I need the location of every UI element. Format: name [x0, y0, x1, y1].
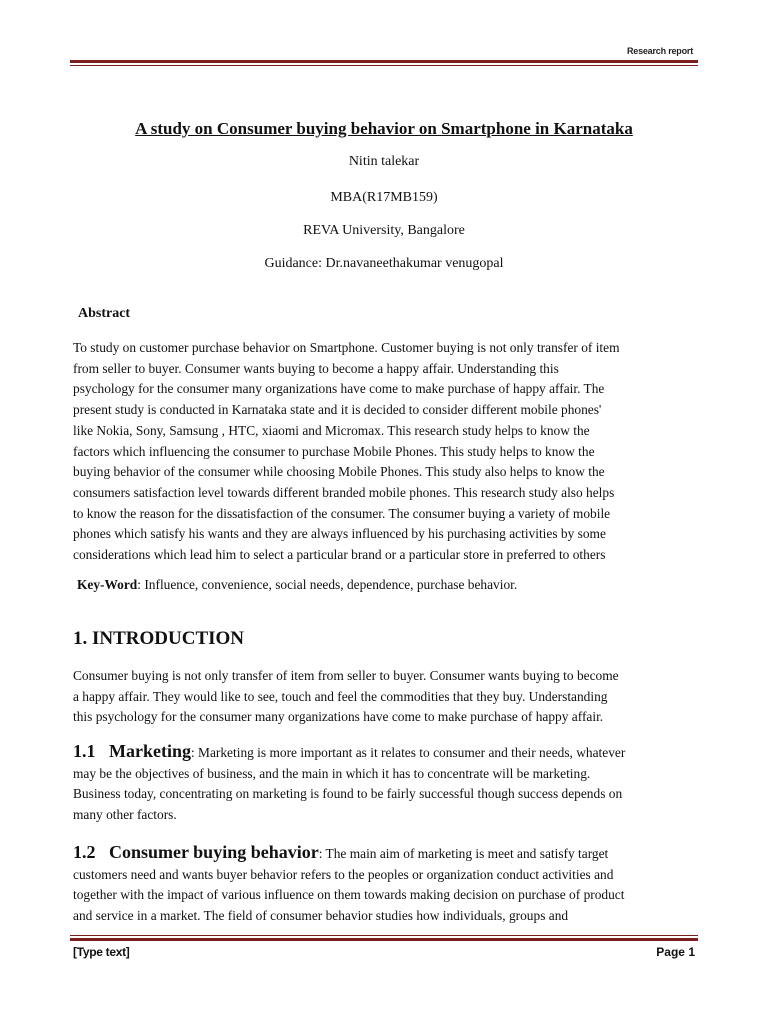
abstract-line: like Nokia, Sony, Samsung , HTC, xiaomi and Micromax. This research study helps to know the: [73, 422, 590, 438]
footer-placeholder: [Type text]: [73, 945, 130, 959]
marketing-heading: Marketing: [109, 741, 191, 761]
behavior-first-line: : The main aim of marketing is meet and satisfy target: [318, 846, 609, 861]
abstract-line: to know the reason for the dissatisfaction of the consumer. The consumer buying a variety of mobile: [73, 505, 611, 521]
university: REVA University, Bangalore: [303, 223, 465, 238]
page-number: Page 1: [656, 945, 695, 959]
abstract-line: buying behavior of the consumer while choosing Mobile Phones. This study also helps to know the: [73, 464, 605, 480]
intro-line: a happy affair. They would like to see, touch and feel the commodities that they buy. Understanding: [73, 688, 608, 704]
footer-rule: [70, 935, 698, 941]
abstract-line: from seller to buyer. Consumer wants buying to become a happy affair. Understanding this: [73, 360, 559, 376]
abstract-line: present study is conducted in Karnataka state and it is decided to consider different mobile phones': [73, 402, 602, 418]
abstract-heading: Abstract: [78, 306, 131, 321]
abstract-line: consumers satisfaction level towards different branded mobile phones. This research study also helps: [73, 484, 615, 500]
keywords: [77, 577, 517, 593]
guidance: Guidance: Dr.navaneethakumar venugopal: [264, 256, 504, 271]
header-rule: [70, 60, 698, 66]
introduction-heading: 1. INTRODUCTION: [73, 628, 245, 649]
behavior-line: and service in a market. The field of consumer behavior studies how individuals, groups and: [73, 908, 569, 924]
abstract-line: psychology for the consumer many organizations have come to make purchase of happy affair. The: [73, 381, 605, 397]
abstract-line: phones which satisfy his wants and they are always influenced by his purchasing activities by some: [73, 526, 606, 542]
abstract-line: To study on customer purchase behavior on Smartphone. Customer buying is not only transfer of item: [73, 340, 620, 355]
author-name: Nitin talekar: [348, 154, 420, 169]
marketing-line: many other factors.: [73, 807, 177, 823]
consumer-behavior-section: [73, 842, 697, 927]
behavior-heading: Consumer buying behavior: [109, 842, 319, 862]
keywords-text: : Influence, convenience, social needs, dependence, purchase behavior.: [137, 577, 518, 592]
intro-line: Consumer buying is not only transfer of item from seller to buyer. Consumer wants buying to become: [73, 668, 619, 683]
intro-line: this psychology for the consumer many organizations have come to make purchase of happy affair.: [73, 709, 604, 725]
abstract-line: factors which influencing the consumer to purchase Mobile Phones. This study helps to know the: [73, 443, 595, 459]
header-label: Research report: [626, 46, 693, 56]
keywords-label: Key-Word: [77, 577, 138, 592]
abstract-body: [73, 338, 697, 566]
introduction-body: [73, 666, 697, 728]
paper-title: A study on Consumer buying behavior on Smartphone in Karnataka: [135, 119, 633, 138]
behavior-line: together with the impact of various influence on them towards making decision on purchase of product: [73, 887, 625, 903]
behavior-line: customers need and wants buyer behavior refers to the peoples or organization conduct activities and: [73, 866, 614, 882]
abstract-line: considerations which lead him to select a particular brand or a particular store in preferred to others: [73, 547, 606, 563]
student-id: MBA(R17MB159): [330, 190, 438, 205]
behavior-number: 1.2: [73, 842, 96, 862]
marketing-section: [73, 741, 697, 826]
marketing-number: 1.1: [73, 741, 96, 761]
marketing-line: may be the objectives of business, and the main in which it has to concentrate will be marketing.: [73, 765, 591, 781]
marketing-line: Business today, concentrating on marketing is found to be fairly successful though success depends on: [73, 786, 623, 802]
marketing-first-line: : Marketing is more important as it relates to consumer and their needs, whatever: [190, 745, 626, 760]
